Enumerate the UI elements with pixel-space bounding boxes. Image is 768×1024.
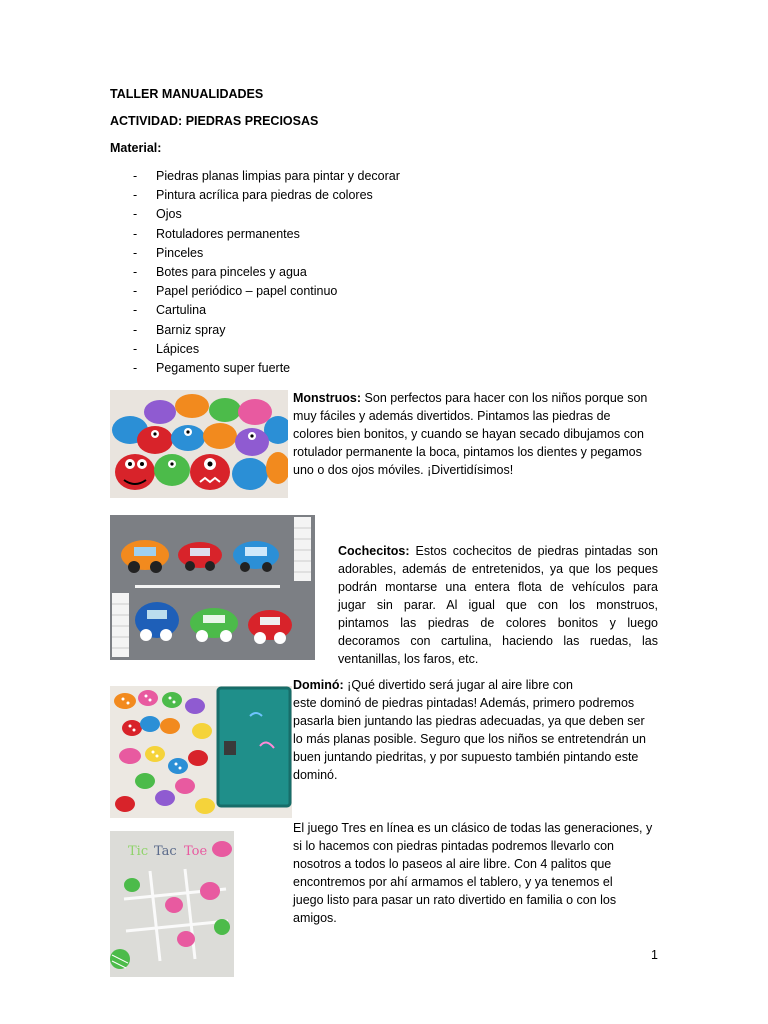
- domino-stones-photo: [110, 686, 292, 818]
- list-item: - Pinceles: [133, 245, 204, 260]
- list-item: - Papel periódico – papel continuo: [133, 284, 338, 299]
- image-text-tac: Tac: [154, 844, 177, 859]
- image-text-tic: Tic: [128, 844, 149, 859]
- car-stones-photo: [110, 515, 315, 660]
- list-item: - Pintura acrílica para piedras de colores: [133, 188, 373, 203]
- document-title: TALLER MANUALIDADES: [110, 87, 264, 101]
- monster-stones-photo: [110, 390, 288, 498]
- image-text-toe: Toe: [184, 844, 208, 859]
- list-item: - Botes para pinceles y agua: [133, 264, 307, 279]
- monstruos-paragraph: Monstruos: Son perfectos para hacer con los niños porque son muy fáciles y además divertidos. Pintamos las piedras de colores bien bonitos, y cuando se hayan secado dibujamos con rotulador permanente la boca, pintamos los dientes y pegamos uno o dos ojos móviles. ¡Divertidísimos!: [293, 391, 648, 477]
- list-item: - Lápices: [133, 341, 200, 356]
- tres-en-linea-paragraph: El juego Tres en línea es un clásico de todas las generaciones, y si lo hacemos con piedras pintadas podremos llevarlo con nosotros a todos lo paseos al aire libre. Con 4 palitos que encontremos por ahí armamos el tablero, y ya tenemos el juego listo para pasar un rato divertido en familia o con los amigos.: [293, 821, 653, 925]
- activity-heading: ACTIVIDAD: PIEDRAS PRECIOSAS: [110, 114, 319, 128]
- material-label: Material:: [110, 141, 162, 155]
- domino-paragraph: Dominó: ¡Qué divertido será jugar al aire libre con este dominó de piedras pintadas! Además, primero podremos pasarla bien juntando las piedras adecuadas, ya que deben ser lo más planas posible. Seguro que los niños se entretendrán un buen juntando piedritas, y por supuesto también pintando este dominó.: [293, 678, 647, 782]
- page-number: 1: [651, 948, 658, 962]
- list-item: - Piedras planas limpias para pintar y decorar: [133, 169, 400, 183]
- list-item: - Pegamento super fuerte: [133, 360, 291, 375]
- tic-tac-toe-photo: [110, 831, 234, 977]
- cochecitos-paragraph: Cochecitos: Estos cochecitos de piedras pintadas son adorables, además de entretenidos, ya que los peques podrán montarse una entera flota de vehículos para jugar sin parar. Al igual que con los monstruos, pintamos las piedras de colores bonitos y luego decoramos con cartulina, haciendo las ruedas, las ventanillas, los faros, etc.: [338, 544, 658, 666]
- list-item: - Cartulina: [133, 303, 207, 318]
- list-item: - Barniz spray: [133, 322, 226, 337]
- list-item: - Rotuladores permanentes: [133, 226, 300, 241]
- list-item: - Ojos: [133, 207, 182, 222]
- materials-list: [133, 167, 400, 378]
